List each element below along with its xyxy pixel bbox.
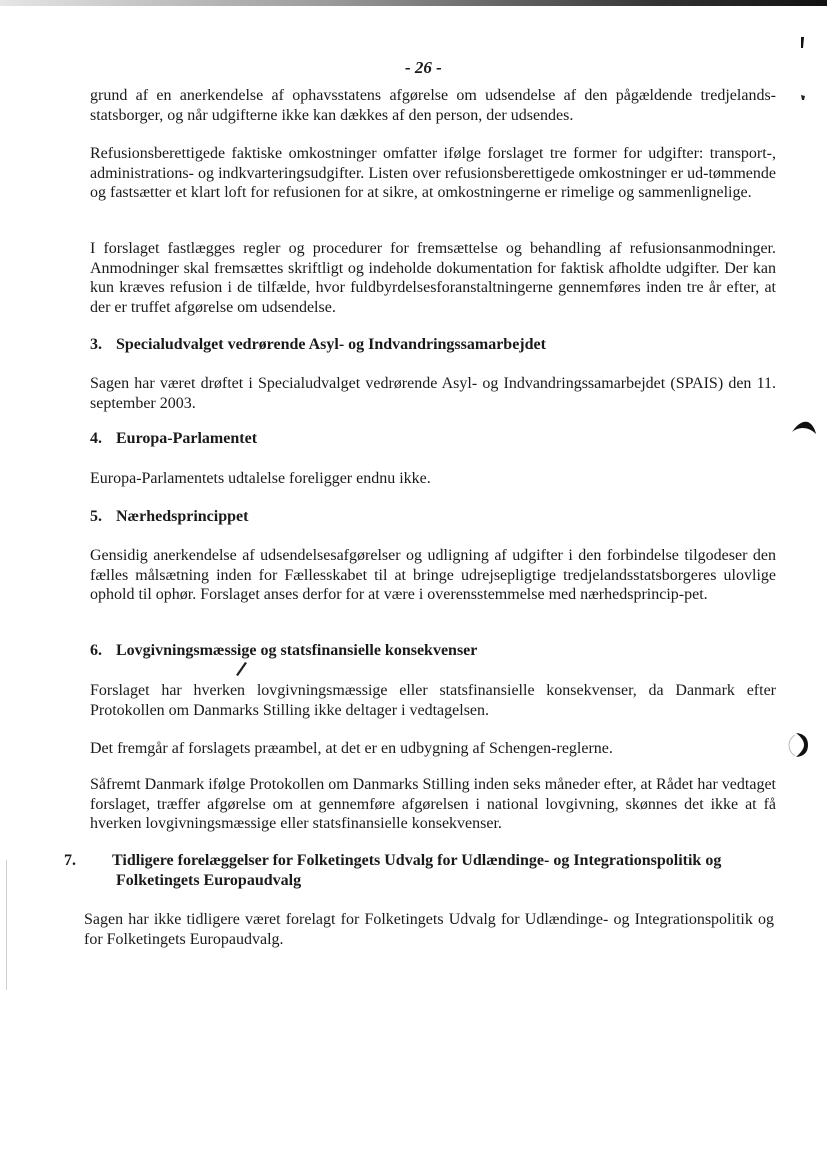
section-heading-7 [64, 851, 806, 891]
paragraph-subsidiarity: Gensidig anerkendelse af udsendelsesafgørelser og udligning af udgifter i den forbindelse tilgodeser den fælles målsætning inden for Fællesskabet til at bringe udrejsepligtige tredjelandsstatsborgeres ulovlige ophold til ophør. Forslaget anses derfor for at være i overensstemmelse med nærhedsprincip-pet. [90, 547, 776, 603]
section-title: Nærhedsprincippet [116, 508, 249, 525]
section-title: Specialudvalget vedrørende Asyl- og Indvandringssamarbejdet [116, 336, 546, 353]
paragraph-refundable-costs: Refusionsberettigede faktiske omkostninger omfatter ifølge forslaget tre former for udgifter: transport-, administrations- og indkvarteringsudgifter. Listen over refusionsberettigede omkostninger er ud-tømmende og fastsætter et klart loft for refusionen for at sikre, at omkostningerne er rimelige og sammenlignelige. [90, 145, 776, 201]
paragraph-parliament: Europa-Parlamentets udtalelse foreligger endnu ikke. [90, 470, 431, 487]
paragraph-refusion-grounds: grund af en anerkendelse af ophavsstatens afgørelse om udsendelse af den pågældende tredjelands-statsborger, og når udgifterne ikke kan dækkes af den person, der udsendes. [90, 87, 776, 124]
section-heading-6 [90, 641, 477, 661]
section-number: 6. [90, 642, 102, 659]
section-number: 4. [90, 430, 102, 447]
scan-speck [798, 36, 806, 50]
paragraph-previous-submissions: Sagen har ikke tidligere været forelagt for Folketingets Udvalg for Udlændinge- og Integrationspolitik og for Folketingets Europaudvalg. [84, 911, 774, 948]
section-title: Europa-Parlamentet [116, 430, 258, 447]
scan-edge-top [0, 0, 827, 6]
paragraph-procedures: I forslaget fastlægges regler og procedurer for fremsættelse og behandling af refusionsanmodninger. Anmodninger skal fremsættes skriftligt og indeholde dokumentation for faktisk afholdte udgifter. Der kan kun kræves refusion i de tilfælde, hvor fuldbyrdelsesforanstaltningerne gennemføres inden tre år efter, at der er truffet afgørelse om udsendelse. [90, 240, 776, 316]
section-number: 5. [90, 508, 102, 525]
paragraph-spais: Sagen har været drøftet i Specialudvalget vedrørende Asyl- og Indvandringssamarbejdet (SPAIS) den 11. september 2003. [90, 375, 776, 412]
paragraph-consequences: Forslaget har hverken lovgivningsmæssige eller statsfinansielle konsekvenser, da Danmark efter Protokollen om Danmarks Stilling ikke deltager i vedtagelsen. [90, 682, 776, 719]
scan-speck [800, 94, 806, 102]
scan-edge-left [6, 860, 7, 990]
punch-hole-mark [790, 418, 818, 436]
scan-speck [228, 660, 250, 678]
section-title: Lovgivningsmæssige og statsfinansielle konsekvenser [116, 642, 478, 659]
section-heading-4 [90, 429, 257, 449]
punch-hole-ring [784, 730, 812, 760]
page-number: - 26 - [405, 58, 442, 77]
section-title: Tidligere forelæggelser for Folketingets Udvalg for Udlændinge- og Integrationspolitik og Folketingets Europaudvalg [112, 852, 722, 889]
section-heading-3 [90, 335, 546, 355]
section-number: 3. [90, 336, 102, 353]
paragraph-protocol: Såfremt Danmark ifølge Protokollen om Danmarks Stilling inden seks måneder efter, at Rådet har vedtaget forslaget, træffer afgørelse om at gennemføre afgørelsen i national lovgivning, skønnes det ikke at få hverken lovgivningsmæssige eller statsfinansielle konsekvenser. [90, 776, 776, 832]
section-number: 7. [64, 852, 76, 869]
section-heading-5 [90, 507, 248, 527]
paragraph-schengen: Det fremgår af forslagets præambel, at det er en udbygning af Schengen-reglerne. [90, 740, 613, 757]
